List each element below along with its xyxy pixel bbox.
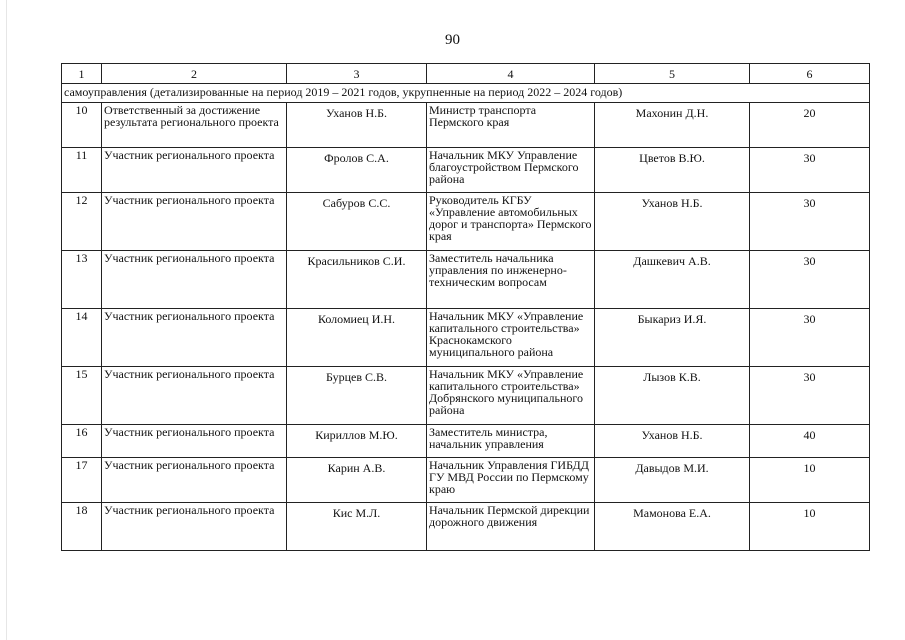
table-row <box>62 458 870 503</box>
row-role: Участник регионального проекта <box>102 458 287 503</box>
row-load: 30 <box>750 193 870 251</box>
row-supervisor: Цветов В.Ю. <box>595 148 750 193</box>
row-number: 15 <box>62 367 102 425</box>
section-title: самоуправления (детализированные на период 2019 – 2021 годов, укрупненные на период 2022 – 2024 годов) <box>62 84 870 103</box>
row-number: 11 <box>62 148 102 193</box>
row-name: Уханов Н.Б. <box>287 103 427 148</box>
row-position: Начальник МКУ Управление благоустройством Пермского района <box>427 148 595 193</box>
staff-table <box>61 63 870 551</box>
row-load: 30 <box>750 148 870 193</box>
row-supervisor: Быкариз И.Я. <box>595 309 750 367</box>
row-role: Участник регионального проекта <box>102 251 287 309</box>
row-load: 10 <box>750 503 870 551</box>
table-row <box>62 251 870 309</box>
header-col-6: 6 <box>750 64 870 84</box>
row-supervisor: Давыдов М.И. <box>595 458 750 503</box>
row-supervisor: Махонин Д.Н. <box>595 103 750 148</box>
row-number: 16 <box>62 425 102 458</box>
row-name: Карин А.В. <box>287 458 427 503</box>
header-col-4: 4 <box>427 64 595 84</box>
row-supervisor: Дашкевич А.В. <box>595 251 750 309</box>
header-col-1: 1 <box>62 64 102 84</box>
row-load: 40 <box>750 425 870 458</box>
row-load: 30 <box>750 309 870 367</box>
header-col-3: 3 <box>287 64 427 84</box>
row-load: 30 <box>750 367 870 425</box>
row-position: Начальник МКУ «Управление капитального строительства» Добрянского муниципального района <box>427 367 595 425</box>
table-row <box>62 503 870 551</box>
row-position: Начальник МКУ «Управление капитального строительства» Краснокамского муниципального района <box>427 309 595 367</box>
row-role: Участник регионального проекта <box>102 367 287 425</box>
row-role: Участник регионального проекта <box>102 503 287 551</box>
row-name: Кириллов М.Ю. <box>287 425 427 458</box>
table-row <box>62 103 870 148</box>
row-load: 20 <box>750 103 870 148</box>
row-load: 30 <box>750 251 870 309</box>
row-name: Кис М.Л. <box>287 503 427 551</box>
row-supervisor: Уханов Н.Б. <box>595 193 750 251</box>
row-number: 17 <box>62 458 102 503</box>
section-title-row <box>62 84 870 103</box>
table-row <box>62 309 870 367</box>
row-number: 10 <box>62 103 102 148</box>
row-name: Красильников С.И. <box>287 251 427 309</box>
page-number: 90 <box>445 32 460 48</box>
row-number: 14 <box>62 309 102 367</box>
row-name: Коломиец И.Н. <box>287 309 427 367</box>
header-col-2: 2 <box>102 64 287 84</box>
row-position: Министр транспорта Пермского края <box>427 103 595 148</box>
table-row <box>62 425 870 458</box>
row-position: Заместитель министра, начальник управления <box>427 425 595 458</box>
row-number: 12 <box>62 193 102 251</box>
row-role: Ответственный за достижение результата регионального проекта <box>102 103 287 148</box>
row-position: Руководитель КГБУ «Управление автомобильных дорог и транспорта» Пермского края <box>427 193 595 251</box>
row-load: 10 <box>750 458 870 503</box>
row-role: Участник регионального проекта <box>102 148 287 193</box>
row-supervisor: Лызов К.В. <box>595 367 750 425</box>
row-role: Участник регионального проекта <box>102 309 287 367</box>
row-name: Сабуров С.С. <box>287 193 427 251</box>
row-position: Заместитель начальника управления по инженерно-техническим вопросам <box>427 251 595 309</box>
row-position: Начальник Пермской дирекции дорожного движения <box>427 503 595 551</box>
row-supervisor: Уханов Н.Б. <box>595 425 750 458</box>
row-role: Участник регионального проекта <box>102 425 287 458</box>
row-supervisor: Мамонова Е.А. <box>595 503 750 551</box>
row-name: Бурцев С.В. <box>287 367 427 425</box>
row-number: 18 <box>62 503 102 551</box>
row-role: Участник регионального проекта <box>102 193 287 251</box>
table-row <box>62 193 870 251</box>
header-col-5: 5 <box>595 64 750 84</box>
table-row <box>62 367 870 425</box>
table-header-row <box>62 64 870 84</box>
row-name: Фролов С.А. <box>287 148 427 193</box>
scan-edge-line <box>6 0 7 640</box>
row-position: Начальник Управления ГИБДД ГУ МВД России по Пермскому краю <box>427 458 595 503</box>
row-number: 13 <box>62 251 102 309</box>
table-row <box>62 148 870 193</box>
